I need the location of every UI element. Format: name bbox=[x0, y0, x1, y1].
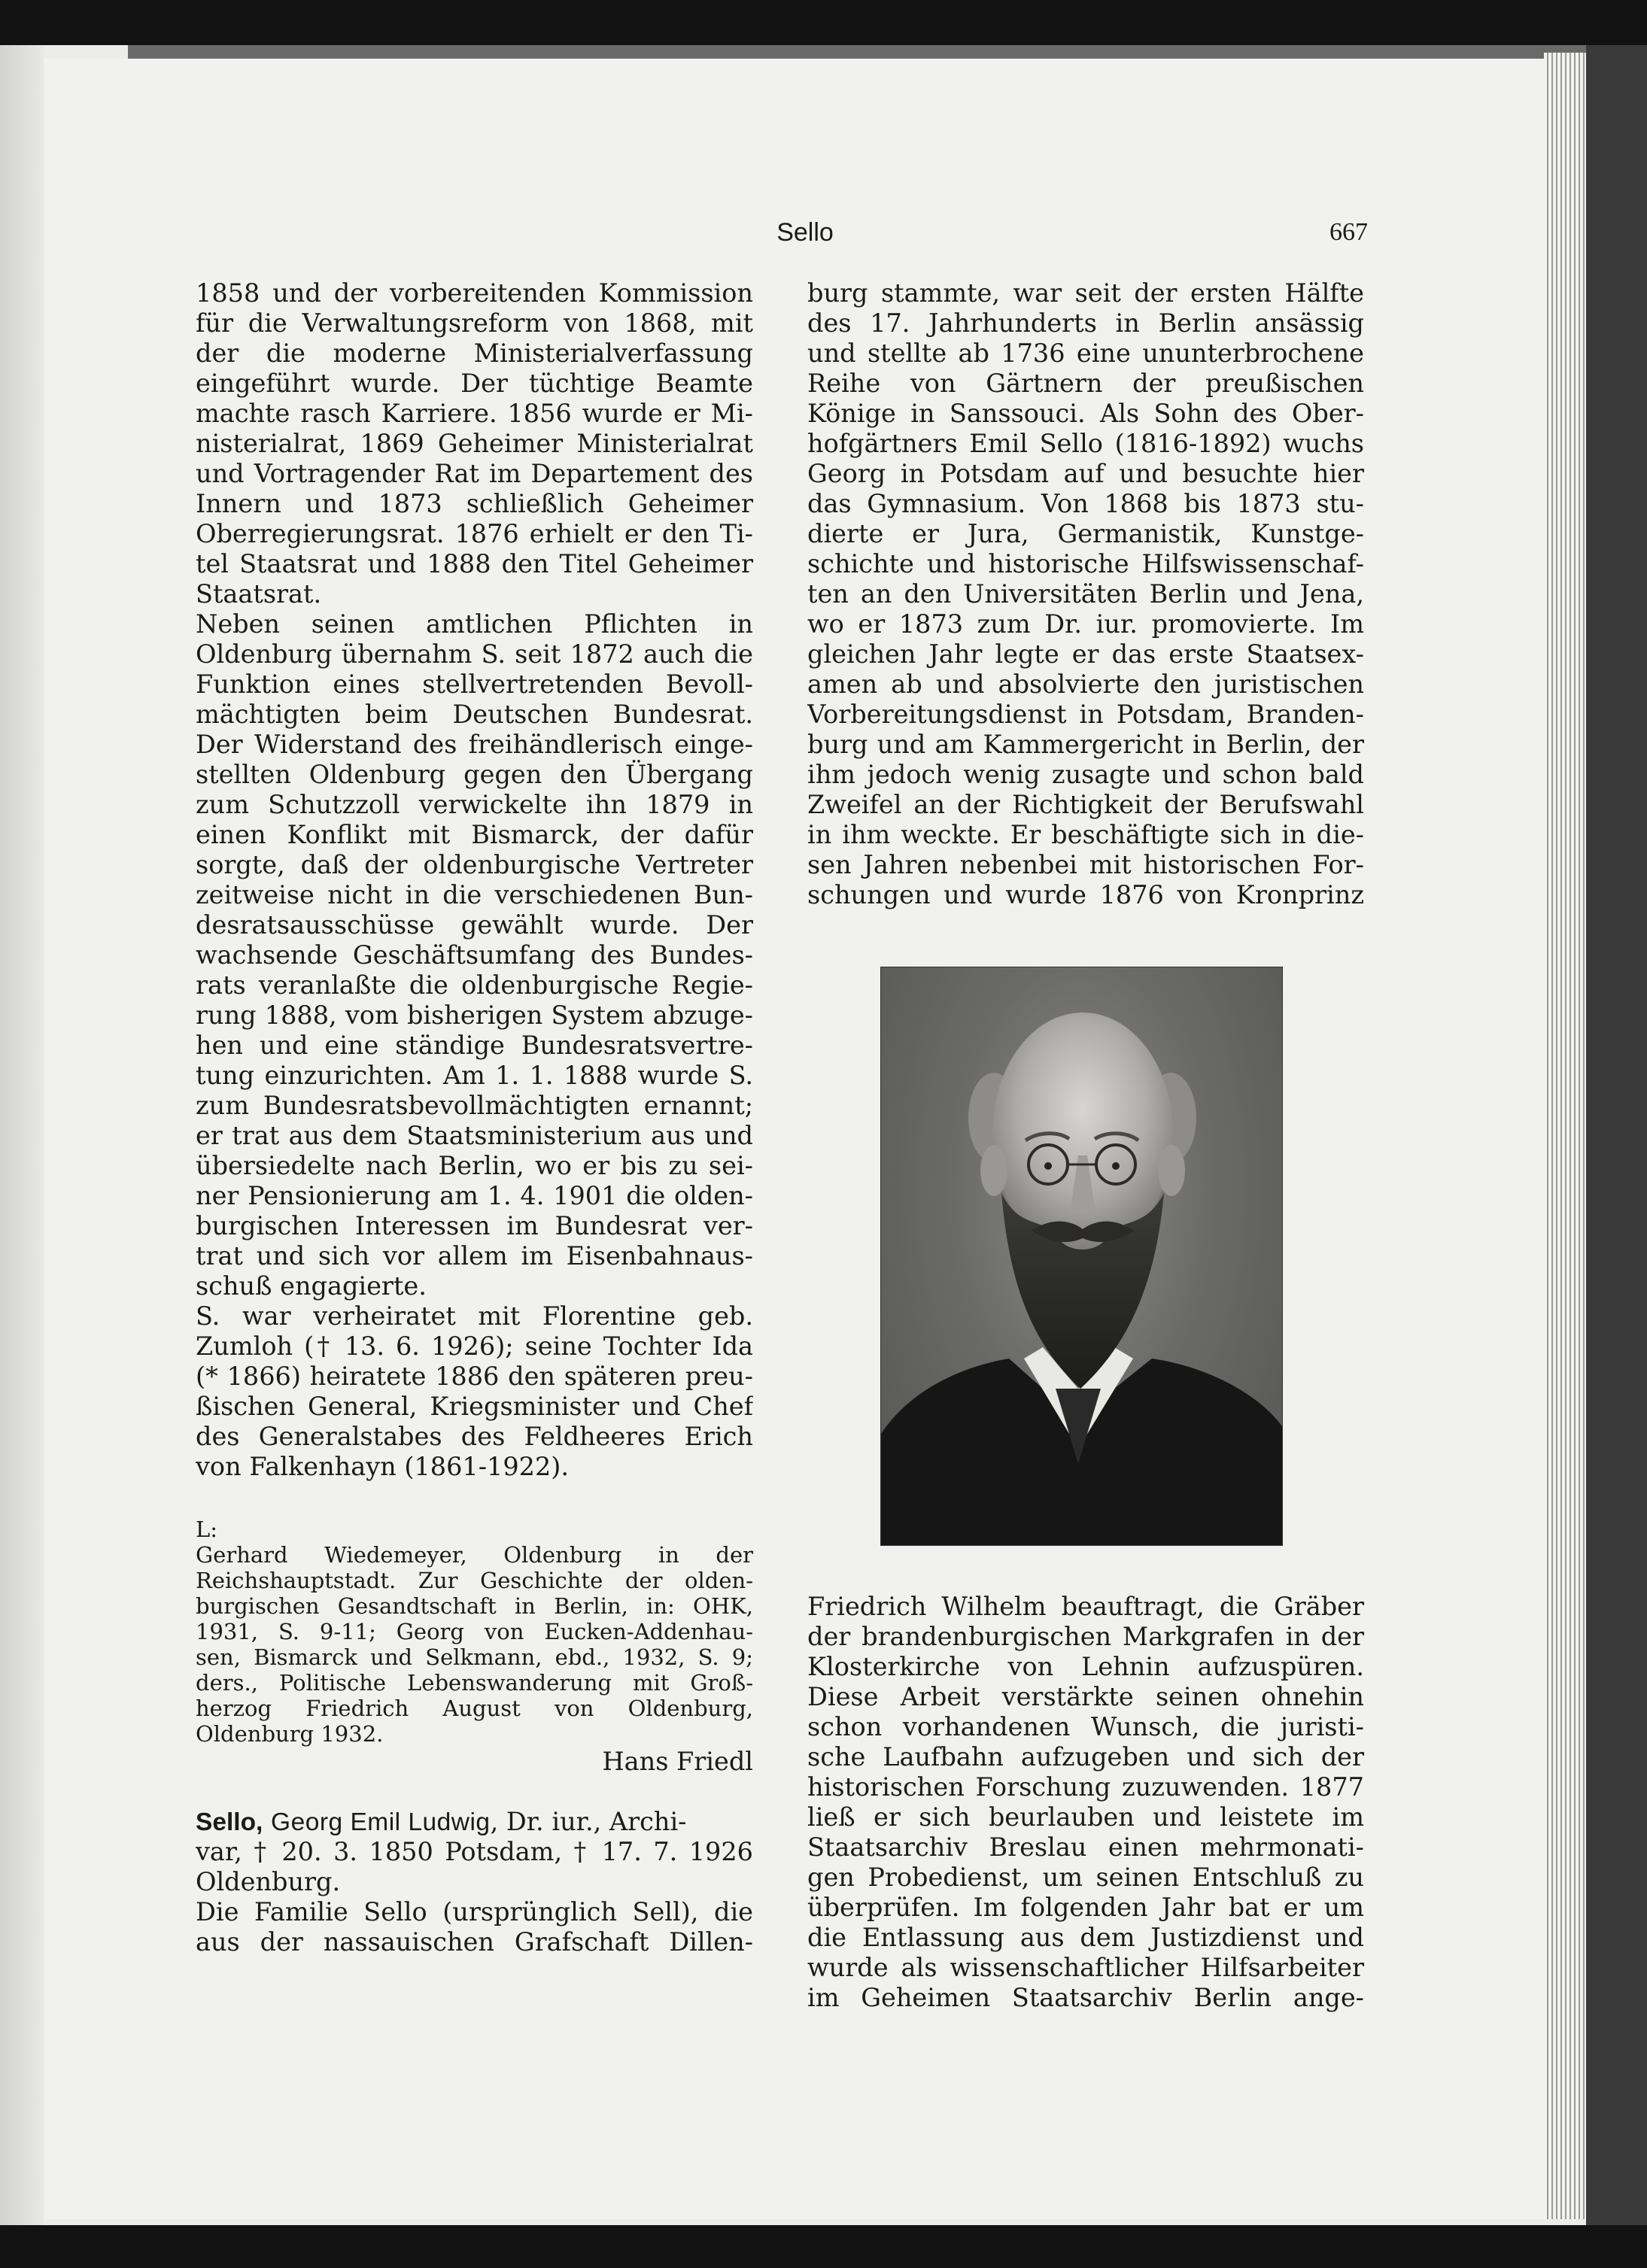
text-line: dierte er Jura, Germanistik, Kunstge- bbox=[807, 519, 1364, 548]
text-line: Diese Arbeit verstärkte seinen ohnehin bbox=[807, 1682, 1364, 1711]
text-line: hen und eine ständige Bundesratsvertre- bbox=[196, 1031, 753, 1060]
text-line: sorgte, daß der oldenburgische Vertreter bbox=[196, 850, 753, 879]
text-line: rung 1888, vom bisherigen System abzuge- bbox=[196, 1000, 753, 1030]
text-line: Zumloh († 13. 6. 1926); seine Tochter Ida bbox=[196, 1331, 753, 1361]
portrait-icon bbox=[881, 967, 1282, 1545]
lemma-heading-rest: , Dr. iur., Archi- bbox=[490, 1807, 687, 1836]
lemma-entry bbox=[196, 1807, 753, 1957]
text-line: Staatsrat. bbox=[196, 579, 322, 609]
literature-line: burgischen Gesandtschaft in Berlin, in: OHK, bbox=[196, 1593, 753, 1619]
text-line: wachsende Geschäftsumfang des Bundes- bbox=[196, 940, 753, 970]
text-line: Oldenburg. bbox=[196, 1867, 341, 1896]
text-line: stellten Oldenburg gegen den Übergang bbox=[196, 760, 753, 789]
text-line: Innern und 1873 schließlich Geheimer bbox=[196, 489, 753, 518]
text-line: burgischen Interessen im Bundesrat ver- bbox=[196, 1211, 753, 1240]
text-line: tung einzurichten. Am 1. 1. 1888 wurde S. bbox=[196, 1061, 753, 1090]
text-line: machte rasch Karriere. 1856 wurde er Mi- bbox=[196, 399, 753, 428]
literature-line: herzog Friedrich August von Oldenburg, bbox=[196, 1696, 753, 1721]
text-line: tel Staatsrat und 1888 den Titel Geheimer bbox=[196, 549, 753, 578]
text-line: schon vorhandenen Wunsch, die juristi- bbox=[807, 1712, 1364, 1741]
text-line: historischen Forschung zuzuwenden. 1877 bbox=[807, 1772, 1364, 1802]
text-line: des Generalstabes des Feldheeres Erich bbox=[196, 1422, 753, 1451]
text-line: Oldenburg übernahm S. seit 1872 auch die bbox=[196, 639, 753, 669]
text-line: S. war verheiratet mit Florentine geb. bbox=[196, 1301, 753, 1331]
article-author: Hans Friedl bbox=[602, 1747, 753, 1776]
text-line: sche Laufbahn aufzugeben und sich der bbox=[807, 1742, 1364, 1772]
text-line: die Entlassung aus dem Justizdienst und bbox=[807, 1923, 1364, 1952]
text-line: var, † 20. 3. 1850 Potsdam, † 17. 7. 1926 bbox=[196, 1837, 753, 1866]
text-line: burg und am Kammergericht in Berlin, der bbox=[807, 730, 1364, 759]
text-line: sen Jahren nebenbei mit historischen For- bbox=[807, 850, 1364, 879]
text-line: ihm jedoch wenig zusagte und schon bald bbox=[807, 760, 1364, 789]
text-line: und Vortragender Rat im Departement des bbox=[196, 459, 753, 488]
book-gutter bbox=[0, 45, 44, 2225]
left-column bbox=[196, 278, 753, 1957]
text-line: ließ er sich beurlauben und leistete im bbox=[807, 1802, 1364, 1832]
text-line: von Falkenhayn (1861-1922). bbox=[196, 1452, 569, 1481]
text-line: übersiedelte nach Berlin, wo er bis zu sei- bbox=[196, 1151, 753, 1180]
text-line: Friedrich Wilhelm beauftragt, die Gräber bbox=[807, 1592, 1364, 1621]
text-line: des 17. Jahrhunderts in Berlin ansässig bbox=[807, 308, 1364, 338]
text-line: 1858 und der vorbereitenden Kommission bbox=[196, 278, 753, 308]
text-line: Vorbereitungsdienst in Potsdam, Branden- bbox=[807, 700, 1364, 729]
text-line: (* 1866) heiratete 1886 den späteren preu- bbox=[196, 1362, 753, 1391]
text-line: überprüfen. Im folgenden Jahr bat er um bbox=[807, 1893, 1364, 1922]
literature-line: sen, Bismarck und Selkmann, ebd., 1932, S. 9; bbox=[196, 1644, 753, 1670]
text-line: gen Probedienst, um seinen Entschluß zu bbox=[807, 1863, 1364, 1892]
text-line: Die Familie Sello (ursprünglich Sell), die bbox=[196, 1897, 753, 1926]
literature-line: Reichshauptstadt. Zur Geschichte der olden- bbox=[196, 1568, 753, 1593]
text-line: Staatsarchiv Breslau einen mehrmonati- bbox=[807, 1832, 1364, 1862]
text-line: aus der nassauischen Grafschaft Dillen- bbox=[196, 1927, 753, 1957]
lemma-heading-line bbox=[196, 1807, 753, 1837]
literature-section bbox=[196, 1517, 753, 1777]
right-column bbox=[807, 278, 1364, 2012]
text-line: Funktion eines stellvertretenden Bevoll- bbox=[196, 669, 753, 699]
text-line: Der Widerstand des freihändlerisch einge- bbox=[196, 730, 753, 759]
scan-border-bottom bbox=[0, 2225, 1647, 2268]
text-line: ner Pensionierung am 1. 4. 1901 die olden- bbox=[196, 1181, 753, 1210]
text-line: hofgärtners Emil Sello (1816-1892) wuchs bbox=[807, 429, 1364, 458]
text-line: zeitweise nicht in die verschiedenen Bun- bbox=[196, 880, 753, 909]
text-line: der brandenburgischen Markgrafen in der bbox=[807, 1622, 1364, 1651]
portrait-photograph bbox=[880, 967, 1283, 1546]
text-line: schuß engagierte. bbox=[196, 1271, 427, 1301]
text-line: in ihm weckte. Er beschäftigte sich in die- bbox=[807, 820, 1364, 849]
text-line: wo er 1873 zum Dr. iur. promovierte. Im bbox=[807, 609, 1364, 639]
page-number: 667 bbox=[1329, 218, 1368, 246]
text-line: mächtigten beim Deutschen Bundesrat. bbox=[196, 700, 753, 729]
literature-line: Oldenburg 1932. bbox=[196, 1721, 384, 1747]
text-line: Zweifel an der Richtigkeit der Berufswahl bbox=[807, 790, 1364, 819]
text-line: desratsausschüsse gewählt wurde. Der bbox=[196, 910, 753, 940]
text-line: rats veranlaßte die oldenburgische Regie- bbox=[196, 970, 753, 1000]
right-body-text-top bbox=[807, 278, 1364, 910]
text-line: schichte und historische Hilfswissenschaf- bbox=[807, 549, 1364, 578]
text-line: trat und sich vor allem im Eisenbahnaus- bbox=[196, 1241, 753, 1271]
text-line: burg stammte, war seit der ersten Hälfte bbox=[807, 278, 1364, 308]
page-edges bbox=[1544, 53, 1586, 2219]
text-line: eingeführt wurde. Der tüchtige Beamte bbox=[196, 369, 753, 398]
text-line: Klosterkirche von Lehnin aufzuspüren. bbox=[807, 1652, 1364, 1681]
text-line: für die Verwaltungsreform von 1868, mit bbox=[196, 308, 753, 338]
literature-line: 1931, S. 9-11; Georg von Eucken-Addenhau- bbox=[196, 1619, 753, 1644]
book-cover-right bbox=[1586, 45, 1647, 2225]
literature-label: L: bbox=[196, 1517, 218, 1542]
text-line: gleichen Jahr legte er das erste Staatsex- bbox=[807, 639, 1364, 669]
text-line: zum Bundesratsbevollmächtigten ernannt; bbox=[196, 1091, 753, 1120]
text-line: der die moderne Ministerialverfassung bbox=[196, 339, 753, 368]
text-line: nisterialrat, 1869 Geheimer Ministerialrat bbox=[196, 429, 753, 458]
text-line: ten an den Universitäten Berlin und Jena, bbox=[807, 579, 1364, 609]
lemma-name: Sello, bbox=[196, 1808, 263, 1836]
running-head: Sello bbox=[776, 218, 834, 247]
text-line: Könige in Sanssouci. Als Sohn des Ober- bbox=[807, 399, 1364, 428]
text-line: Oberregierungsrat. 1876 erhielt er den Ti- bbox=[196, 519, 753, 548]
literature-line: Gerhard Wiedemeyer, Oldenburg in der bbox=[196, 1542, 753, 1568]
text-line: im Geheimen Staatsarchiv Berlin ange- bbox=[807, 1983, 1364, 2012]
text-line: ßischen General, Kriegsminister und Chef bbox=[196, 1392, 753, 1421]
right-body-text-bottom bbox=[807, 1592, 1364, 2013]
text-line: Reihe von Gärtnern der preußischen bbox=[807, 369, 1364, 398]
book-cover-edge bbox=[128, 45, 1588, 59]
text-line: einen Konflikt mit Bismarck, der dafür bbox=[196, 820, 753, 849]
text-line: amen ab und absolvierte den juristischen bbox=[807, 669, 1364, 699]
text-line: zum Schutzzoll verwickelte ihn 1879 in bbox=[196, 790, 753, 819]
literature-line: ders., Politische Lebenswanderung mit Groß- bbox=[196, 1670, 753, 1696]
text-line: das Gymnasium. Von 1868 bis 1873 stu- bbox=[807, 489, 1364, 518]
left-body-text bbox=[196, 278, 753, 1482]
scan-border-top bbox=[0, 0, 1647, 45]
text-line: wurde als wissenschaftlicher Hilfsarbeiter bbox=[807, 1953, 1364, 1982]
text-line: und stellte ab 1736 eine ununterbrochene bbox=[807, 339, 1364, 368]
text-line: Georg in Potsdam auf und besuchte hier bbox=[807, 459, 1364, 488]
lemma-given-names: Georg Emil Ludwig bbox=[271, 1808, 491, 1836]
text-line: er trat aus dem Staatsministerium aus und bbox=[196, 1121, 753, 1150]
text-line: Neben seinen amtlichen Pflichten in bbox=[196, 609, 753, 639]
text-line: schungen und wurde 1876 von Kronprinz bbox=[807, 880, 1364, 909]
